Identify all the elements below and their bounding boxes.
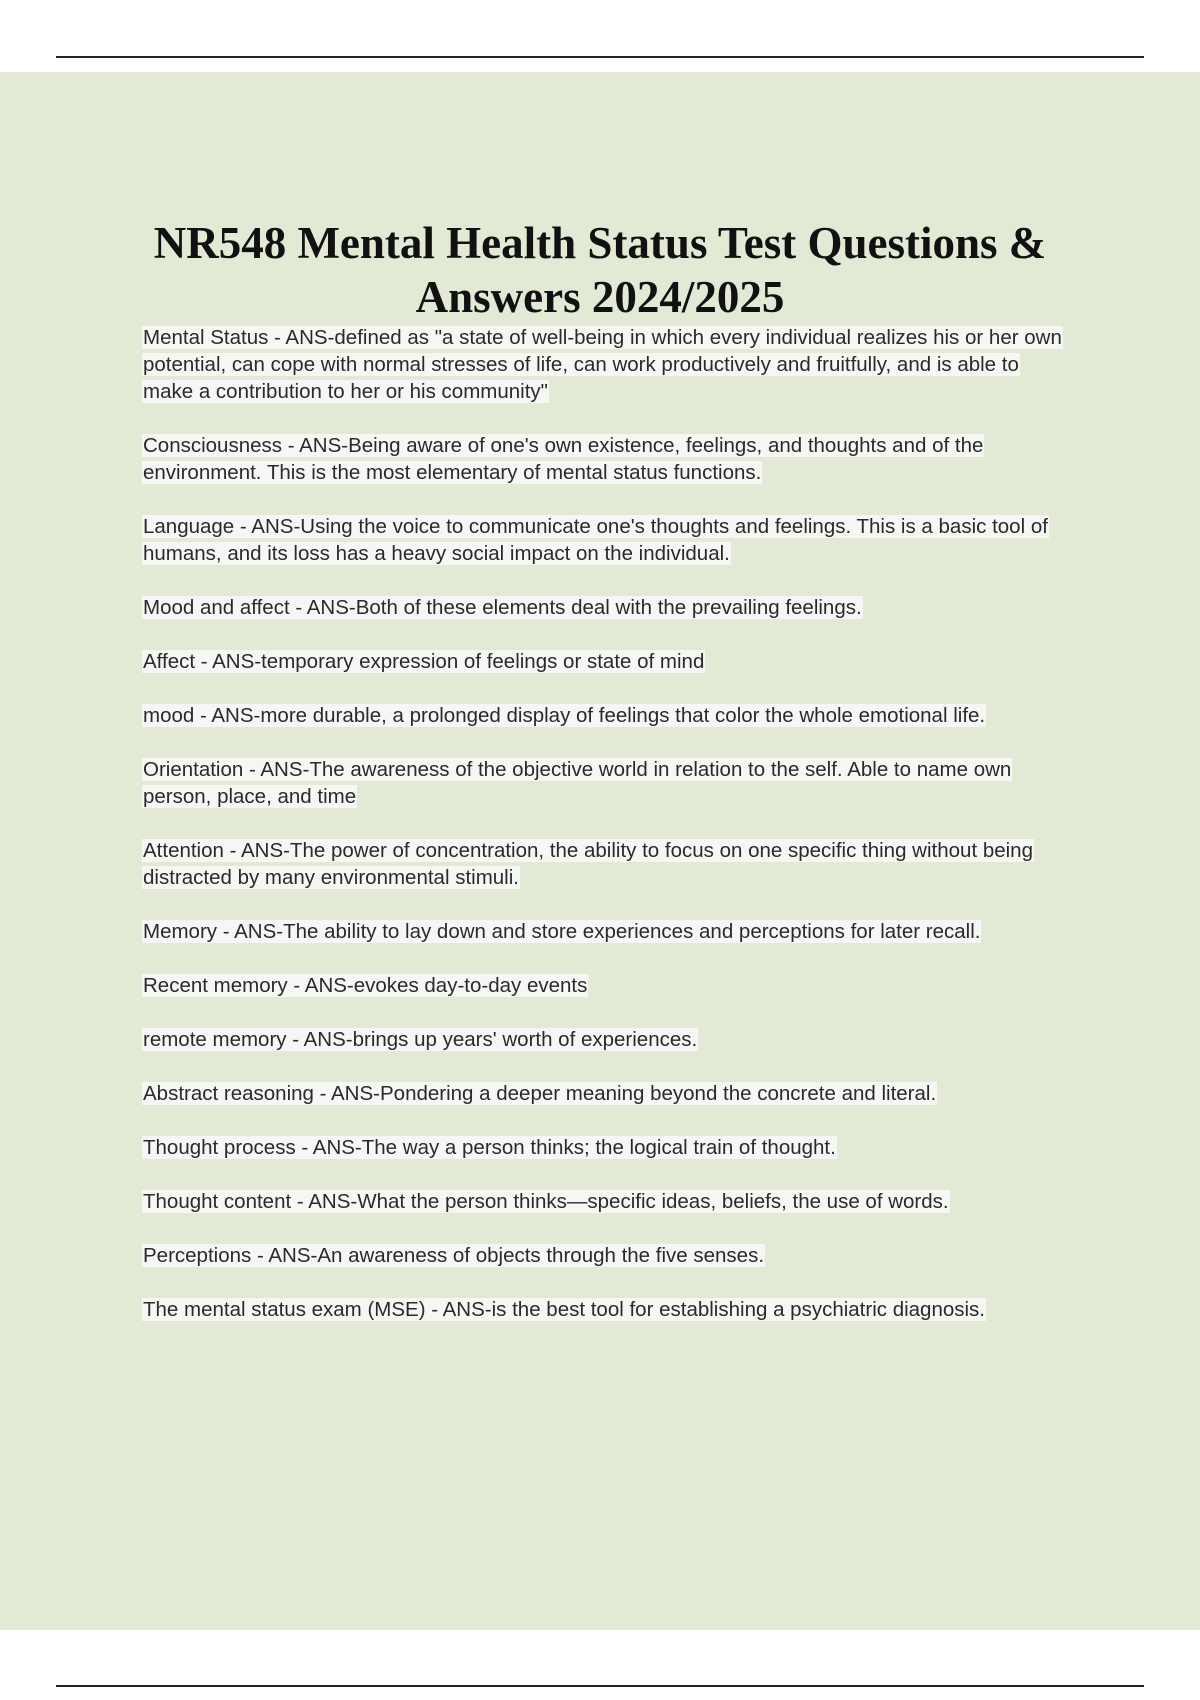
qa-item: [142, 1188, 1072, 1215]
qa-text: Language - ANS-Using the voice to communicate one's thoughts and feelings. This is a basic tool of humans, and its loss has a heavy social impact on the individual.: [143, 515, 1048, 565]
qa-text: Affect - ANS-temporary expression of feelings or state of mind: [143, 650, 705, 673]
bottom-rule: [56, 1685, 1144, 1687]
qa-item: [142, 648, 1072, 675]
qa-text: Thought process - ANS-The way a person thinks; the logical train of thought.: [143, 1136, 836, 1159]
qa-item: [142, 513, 1072, 567]
qa-item: [142, 324, 1072, 405]
qa-item: [142, 837, 1072, 891]
qa-text: Mental Status - ANS-defined as "a state of well-being in which every individual realizes his or her own potential, can cope with normal stresses of life, can work productively and fruitfully, and is able to make a contribution to her or his community": [143, 326, 1062, 403]
qa-text: remote memory - ANS-brings up years' worth of experiences.: [143, 1028, 698, 1051]
qa-item: [142, 1242, 1072, 1269]
qa-item: [142, 1080, 1072, 1107]
qa-text: Attention - ANS-The power of concentration, the ability to focus on one specific thing without being distracted by many environmental stimuli.: [143, 839, 1033, 889]
qa-text: Orientation - ANS-The awareness of the objective world in relation to the self. Able to name own person, place, and time: [143, 758, 1012, 808]
qa-item: [142, 432, 1072, 486]
qa-item: [142, 756, 1072, 810]
qa-text: Perceptions - ANS-An awareness of objects through the five senses.: [143, 1244, 765, 1267]
qa-text: mood - ANS-more durable, a prolonged display of feelings that color the whole emotional life.: [143, 704, 986, 727]
qa-text: Recent memory - ANS-evokes day-to-day events: [143, 974, 588, 997]
qa-text: Mood and affect - ANS-Both of these elements deal with the prevailing feelings.: [143, 596, 862, 619]
qa-item: [142, 594, 1072, 621]
qa-text: Thought content - ANS-What the person thinks—specific ideas, beliefs, the use of words.: [143, 1190, 949, 1213]
qa-item: [142, 972, 1072, 999]
document-title: NR548 Mental Health Status Test Questions & Answers 2024/2025: [153, 218, 1047, 322]
qa-text: Abstract reasoning - ANS-Pondering a deeper meaning beyond the concrete and literal.: [143, 1082, 937, 1105]
qa-text: The mental status exam (MSE) - ANS-is the best tool for establishing a psychiatric diagnosis.: [143, 1298, 986, 1321]
qa-item: [142, 1134, 1072, 1161]
qa-text: Memory - ANS-The ability to lay down and store experiences and perceptions for later recall.: [143, 920, 981, 943]
qa-item: [142, 702, 1072, 729]
qa-item: [142, 1296, 1072, 1323]
top-rule: [56, 56, 1144, 58]
qa-item: [142, 918, 1072, 945]
qa-item: [142, 1026, 1072, 1053]
qa-text: Consciousness - ANS-Being aware of one's own existence, feelings, and thoughts and of the environment. This is the most elementary of mental status functions.: [143, 434, 984, 484]
qa-list: [142, 324, 1072, 1350]
